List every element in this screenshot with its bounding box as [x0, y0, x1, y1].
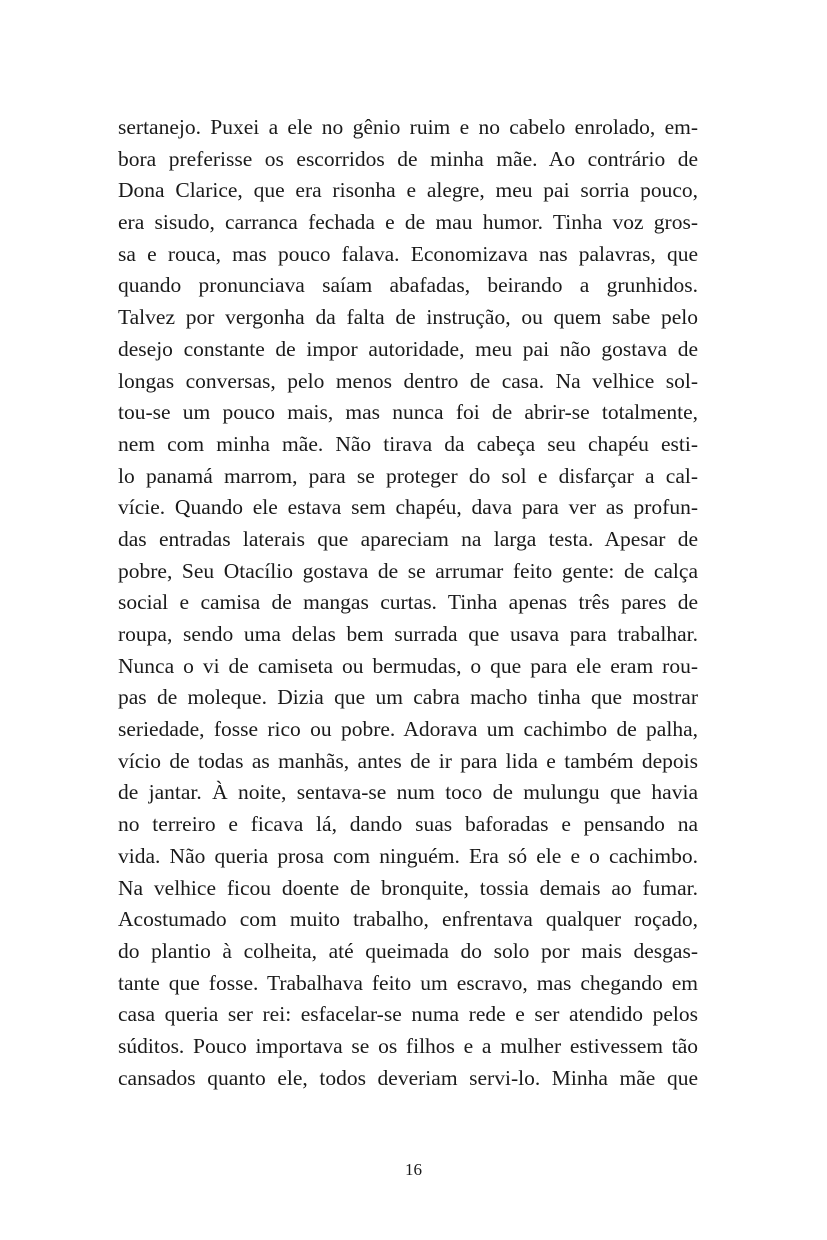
text-line: tante que fosse. Trabalhava feito um escravo, mas chegando em	[118, 970, 698, 995]
text-line: longas conversas, pelo menos dentro de casa. Na velhice sol-	[118, 368, 698, 393]
text-line: do plantio à colheita, até queimada do solo por mais desgas-	[118, 938, 698, 963]
page-number: 16	[405, 1160, 422, 1179]
text-line: de jantar. À noite, sentava-se num toco de mulungu que havia	[118, 780, 698, 805]
text-line: social e camisa de mangas curtas. Tinha apenas três pares de	[118, 590, 698, 615]
text-line: bora preferisse os escorridos de minha mãe. Ao contrário de	[118, 146, 698, 171]
page-body-text	[118, 112, 698, 1094]
text-line: cansados quanto ele, todos deveriam servi-lo. Minha mãe que	[118, 1065, 698, 1090]
text-line: Na velhice ficou doente de bronquite, tossia demais ao fumar.	[118, 875, 698, 900]
text-line: vida. Não queria prosa com ninguém. Era só ele e o cachimbo.	[118, 843, 698, 868]
text-line: vício de todas as manhãs, antes de ir para lida e também depois	[118, 748, 698, 773]
text-line: no terreiro e ficava lá, dando suas baforadas e pensando na	[118, 812, 698, 837]
text-line: Acostumado com muito trabalho, enfrentava qualquer roçado,	[118, 907, 698, 932]
text-line: pobre, Seu Otacílio gostava de se arrumar feito gente: de calça	[118, 558, 698, 583]
text-line: pas de moleque. Dizia que um cabra macho tinha que mostrar	[118, 685, 698, 710]
text-line: Nunca o vi de camiseta ou bermudas, o que para ele eram rou-	[118, 653, 698, 678]
text-line: sa e rouca, mas pouco falava. Economizava nas palavras, que	[118, 241, 698, 266]
text-line: Dona Clarice, que era risonha e alegre, meu pai sorria pouco,	[118, 178, 698, 203]
text-line: lo panamá marrom, para se proteger do sol e disfarçar a cal-	[118, 463, 698, 488]
text-line: súditos. Pouco importava se os filhos e a mulher estivessem tão	[118, 1033, 698, 1058]
text-line: desejo constante de impor autoridade, meu pai não gostava de	[118, 336, 698, 361]
text-line: nem com minha mãe. Não tirava da cabeça seu chapéu esti-	[118, 431, 698, 456]
text-line: tou-se um pouco mais, mas nunca foi de abrir-se totalmente,	[118, 400, 698, 425]
text-line: era sisudo, carranca fechada e de mau humor. Tinha voz gros-	[118, 210, 698, 235]
text-line: casa queria ser rei: esfacelar-se numa rede e ser atendido pelos	[118, 1002, 698, 1027]
text-line: sertanejo. Puxei a ele no gênio ruim e no cabelo enrolado, em-	[118, 115, 698, 139]
text-line: roupa, sendo uma delas bem surrada que usava para trabalhar.	[118, 622, 698, 646]
text-line: quando pronunciava saíam abafadas, beirando a grunhidos.	[118, 273, 698, 298]
text-line: seriedade, fosse rico ou pobre. Adorava um cachimbo de palha,	[118, 717, 698, 742]
text-line: das entradas laterais que apareciam na larga testa. Apesar de	[118, 526, 698, 551]
text-line: vície. Quando ele estava sem chapéu, dava para ver as profun-	[118, 495, 698, 520]
text-line: Talvez por vergonha da falta de instrução, ou quem sabe pelo	[118, 305, 698, 330]
